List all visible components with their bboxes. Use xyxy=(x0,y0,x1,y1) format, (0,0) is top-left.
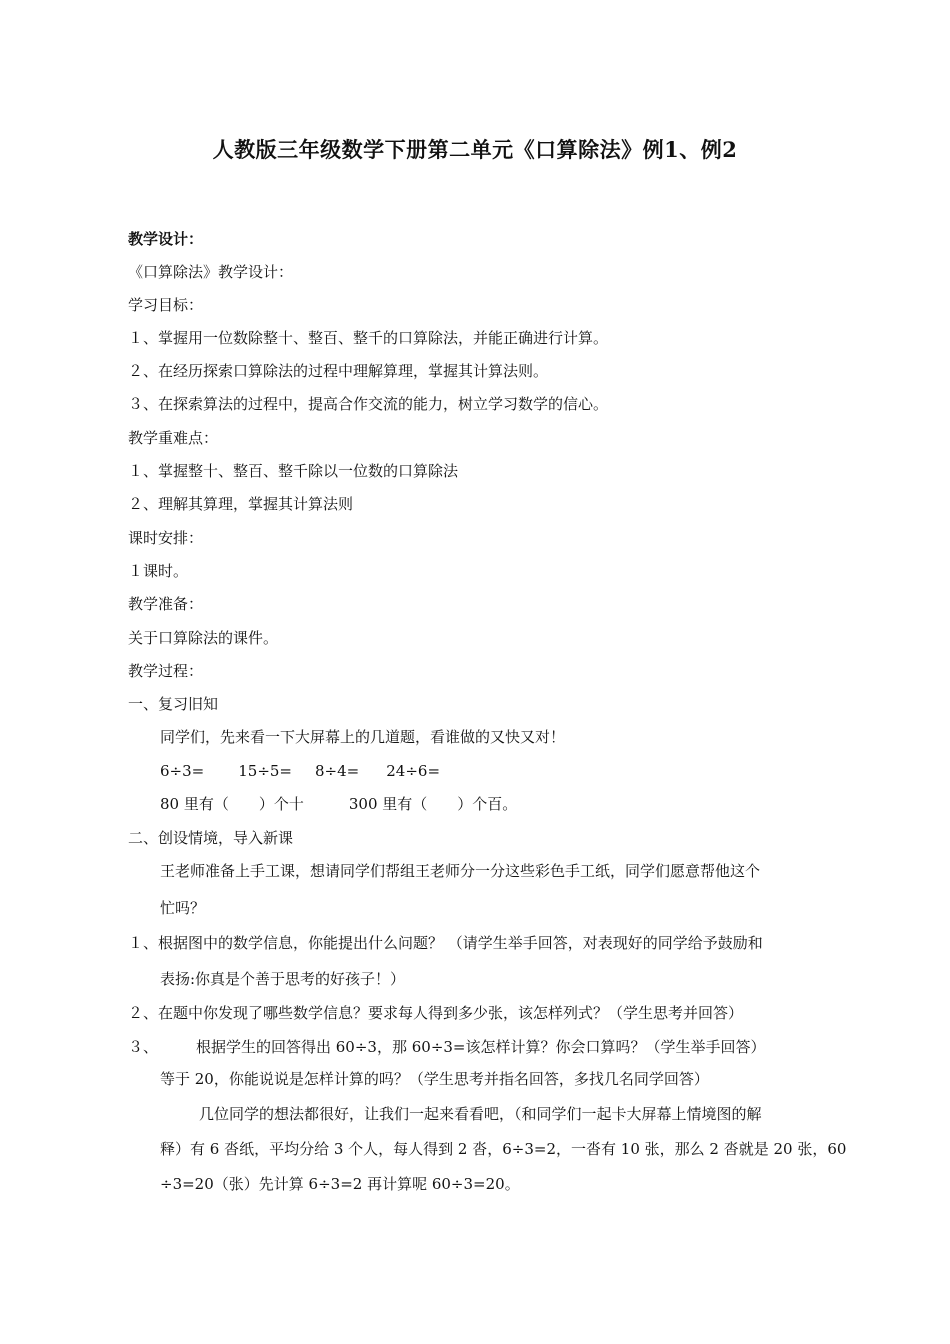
fill-blank: 300 里有（ ）个百。 xyxy=(348,795,518,813)
goal-item: ３、在探索算法的过程中，提高合作交流的能力，树立学习数学的信心。 xyxy=(128,395,609,413)
goals-label: 学习目标： xyxy=(128,296,204,314)
paragraph-line: 释）有 6 沓纸，平均分给 3 个人，每人得到 2 沓，6÷3=2，一沓有 10 张，那么 2 沓就是 20 张，60 xyxy=(160,1140,847,1158)
exercise-row xyxy=(160,761,440,781)
key-item: １、掌握整十、整百、整千除以一位数的口算除法 xyxy=(128,462,459,480)
fill-blank: 80 里有（ ）个十 xyxy=(160,795,304,813)
prep-label: 教学准备： xyxy=(128,595,204,613)
prep-text: 关于口算除法的课件。 xyxy=(128,629,279,647)
step1-intro: 同学们，先来看一下大屏幕上的几道题，看谁做的又快又对！ xyxy=(160,728,566,746)
question-line: 表扬:你真是个善于思考的好孩子！） xyxy=(160,970,406,988)
schedule-text: １课时。 xyxy=(128,562,189,580)
exercise: 8÷4= xyxy=(315,762,360,780)
exercise: 15÷5= xyxy=(238,762,293,780)
paragraph-line: ÷3=20（张）先计算 6÷3=2 再计算呢 60÷3=20。 xyxy=(160,1175,520,1193)
schedule-label: 课时安排： xyxy=(128,529,204,547)
question-line: ２、在题中你发现了哪些数学信息？要求每人得到多少张，该怎样列式？（学生思考并回答） xyxy=(128,1004,744,1022)
paragraph-line: 忙吗？ xyxy=(160,899,206,917)
goal-item: １、掌握用一位数除整十、整百、整千的口算除法，并能正确进行计算。 xyxy=(128,329,609,347)
question-line: １、根据图中的数学信息，你能提出什么问题？ （请学生举手回答，对表现好的同学给予鼓励和 xyxy=(128,934,763,952)
subtitle: 《口算除法》教学设计： xyxy=(128,263,294,281)
exercise: 24÷6= xyxy=(386,762,441,780)
key-label: 教学重难点： xyxy=(128,429,219,447)
page-title: 人教版三年级数学下册第二单元《口算除法》例1、例2 xyxy=(212,137,738,162)
process-label: 教学过程： xyxy=(128,662,204,680)
paragraph-line: 王老师准备上手工课，想请同学们帮组王老师分一分这些彩色手工纸，同学们愿意帮他这个 xyxy=(160,862,761,880)
fill-row xyxy=(160,794,517,814)
question-number: ３、 xyxy=(128,1038,159,1056)
goal-item: ２、在经历探索口算除法的过程中理解算理，掌握其计算法则。 xyxy=(128,362,549,380)
question-line: 根据学生的回答得出 60÷3，那 60÷3=该怎样计算？你会口算吗？（学生举手回答） xyxy=(196,1038,766,1056)
step1-heading: 一、复习旧知 xyxy=(128,695,219,713)
key-item: ２、理解其算理，掌握其计算法则 xyxy=(128,495,354,513)
section-heading: 教学设计： xyxy=(128,230,204,248)
paragraph-line: 几位同学的想法都很好，让我们一起来看看吧，（和同学们一起卡大屏幕上情境图的解 xyxy=(199,1105,762,1123)
exercise: 6÷3= xyxy=(160,762,205,780)
question-line: 等于 20，你能说说是怎样计算的吗？（学生思考并指名回答，多找几名同学回答） xyxy=(160,1070,709,1088)
step2-heading: 二、创设情境，导入新课 xyxy=(128,829,294,847)
